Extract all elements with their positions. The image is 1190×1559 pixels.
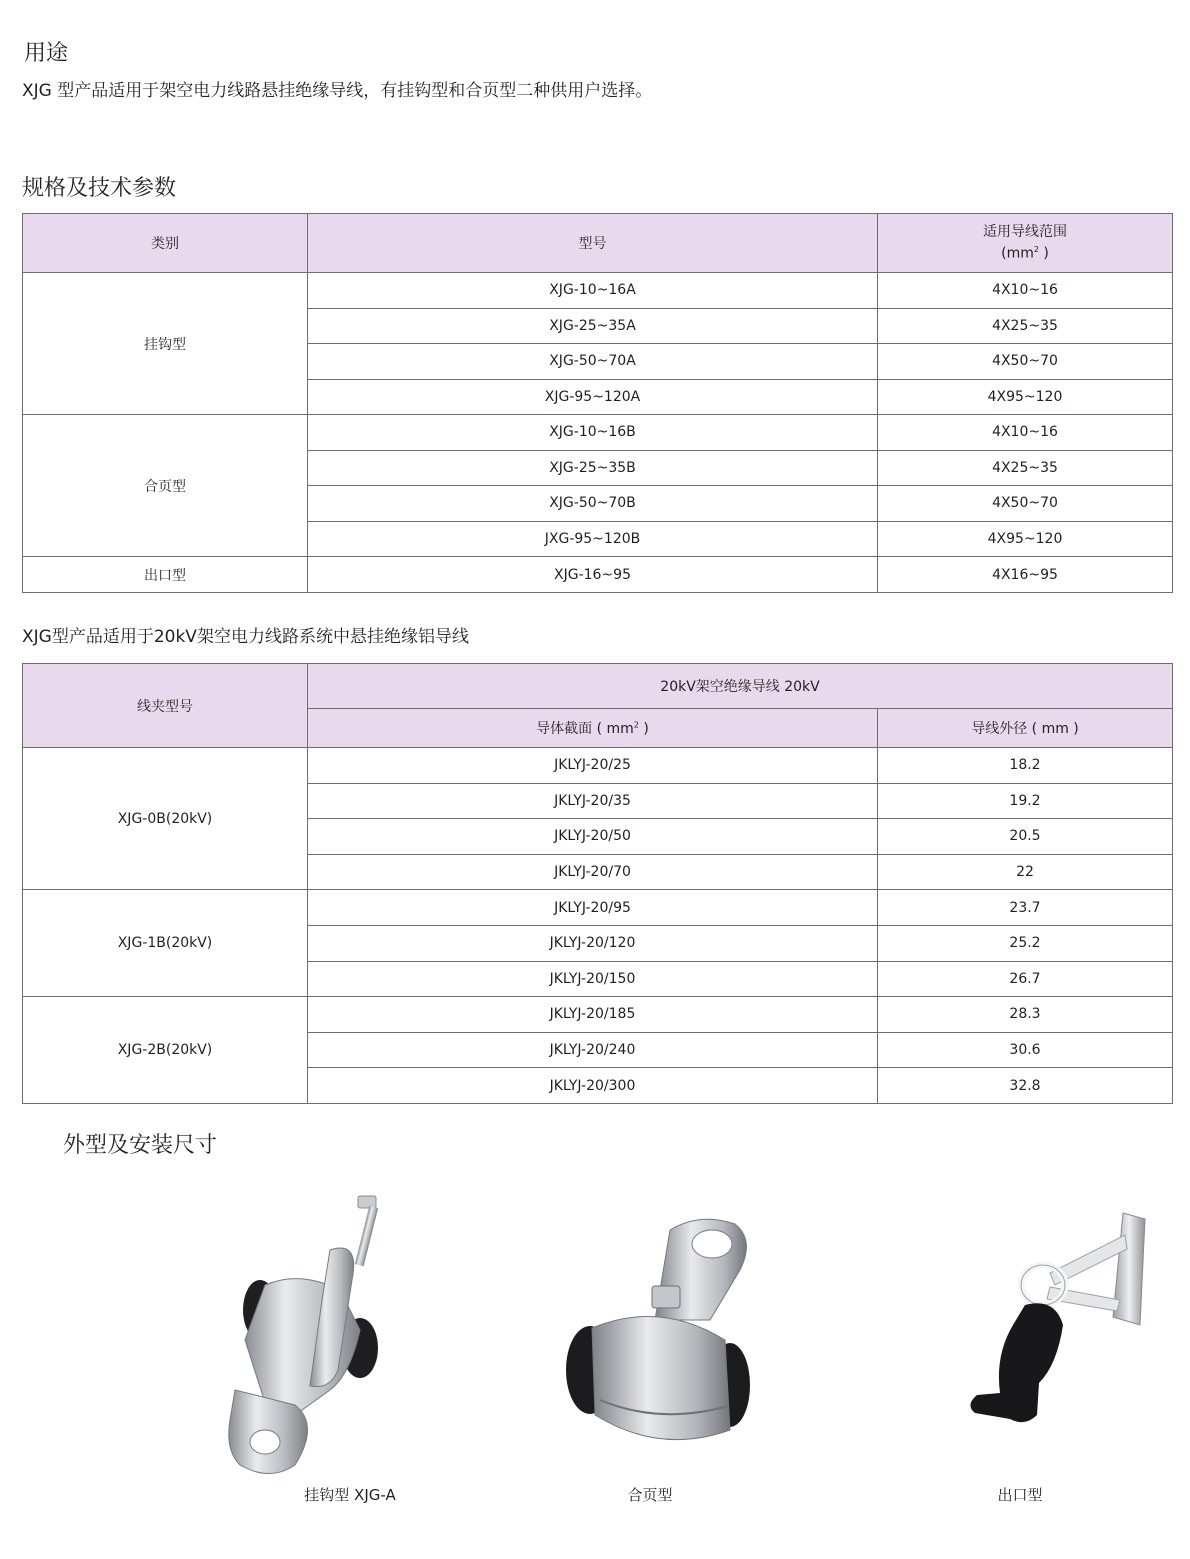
outlet-clamp-image: [955, 1205, 1155, 1445]
category-cell: 合页型: [23, 415, 308, 557]
conductor-cell: JKLYJ-20/300: [308, 1068, 878, 1104]
header-category: 类别: [23, 214, 308, 273]
diameter-cell: 25.2: [878, 925, 1173, 961]
specs-header-row: [23, 214, 1173, 273]
specs-table: [22, 213, 1173, 593]
header-clamp-model: 线夹型号: [23, 664, 308, 748]
table-row: [23, 890, 1173, 926]
clamp-model-cell: XJG-2B(20kV): [23, 997, 308, 1104]
kv20-intro: XJG型产品适用于20kV架空电力线路系统中悬挂绝缘铝导线: [22, 627, 469, 647]
clamp-model-cell: XJG-0B(20kV): [23, 748, 308, 890]
outlet-caption: 出口型: [997, 1486, 1043, 1504]
diameter-cell: 19.2: [878, 783, 1173, 819]
conductor-cell: JKLYJ-20/120: [308, 925, 878, 961]
header-section: [308, 709, 878, 748]
diameter-cell: 28.3: [878, 997, 1173, 1033]
model-cell: XJG-50~70B: [308, 486, 878, 522]
range-cell: 4X50~70: [878, 486, 1173, 522]
range-cell: 4X10~16: [878, 415, 1173, 451]
table-row: [23, 748, 1173, 784]
header-range: [878, 214, 1173, 273]
diameter-cell: 20.5: [878, 819, 1173, 855]
table-row: [23, 415, 1173, 451]
kv20-table: [22, 663, 1173, 1104]
usage-heading: 用途: [24, 41, 69, 66]
model-cell: XJG-25~35A: [308, 308, 878, 344]
model-cell: JXG-95~120B: [308, 521, 878, 557]
range-cell: 4X50~70: [878, 344, 1173, 380]
conductor-cell: JKLYJ-20/50: [308, 819, 878, 855]
category-cell: 挂钩型: [23, 273, 308, 415]
kv20-header-row: [23, 664, 1173, 709]
specs-heading: 规格及技术参数: [22, 176, 177, 201]
header-section-sup: 2: [633, 720, 639, 730]
header-diameter: 导线外径 ( mm ): [878, 709, 1173, 748]
diameter-cell: 30.6: [878, 1032, 1173, 1068]
diameter-cell: 26.7: [878, 961, 1173, 997]
range-cell: 4X16~95: [878, 557, 1173, 593]
range-cell: 4X95~120: [878, 521, 1173, 557]
conductor-cell: JKLYJ-20/95: [308, 890, 878, 926]
conductor-cell: JKLYJ-20/150: [308, 961, 878, 997]
usage-text: XJG 型产品适用于架空电力线路悬挂绝缘导线，有挂钩型和合页型二种供用户选择。: [22, 81, 653, 101]
appearance-heading: 外型及安装尺寸: [63, 1133, 218, 1158]
range-cell: 4X95~120: [878, 379, 1173, 415]
hook-clamp-image: [210, 1190, 410, 1480]
header-range-sup: 2: [1033, 245, 1039, 255]
diameter-cell: 32.8: [878, 1068, 1173, 1104]
header-range-line2-pre: (mm: [1001, 245, 1034, 262]
conductor-cell: JKLYJ-20/70: [308, 854, 878, 890]
model-cell: XJG-50~70A: [308, 344, 878, 380]
model-cell: XJG-25~35B: [308, 450, 878, 486]
diameter-cell: 22: [878, 854, 1173, 890]
model-cell: XJG-16~95: [308, 557, 878, 593]
header-range-line2-post: ): [1038, 245, 1049, 262]
model-cell: XJG-10~16A: [308, 273, 878, 309]
range-cell: 4X25~35: [878, 450, 1173, 486]
header-range-line1: 适用导线范围: [983, 224, 1067, 241]
hinge-clamp-image: [560, 1210, 760, 1470]
model-cell: XJG-95~120A: [308, 379, 878, 415]
table-row: [23, 273, 1173, 309]
diameter-cell: 18.2: [878, 748, 1173, 784]
category-cell: 出口型: [23, 557, 308, 593]
header-section-post: ): [638, 721, 649, 737]
hinge-caption: 合页型: [627, 1486, 673, 1504]
clamp-model-cell: XJG-1B(20kV): [23, 890, 308, 997]
hook-caption: 挂钩型 XJG-A: [304, 1486, 396, 1504]
model-cell: XJG-10~16B: [308, 415, 878, 451]
table-row: [23, 997, 1173, 1033]
conductor-cell: JKLYJ-20/185: [308, 997, 878, 1033]
range-cell: 4X10~16: [878, 273, 1173, 309]
conductor-cell: JKLYJ-20/35: [308, 783, 878, 819]
conductor-cell: JKLYJ-20/240: [308, 1032, 878, 1068]
table-row: [23, 557, 1173, 593]
header-span-title: 20kV架空绝缘导线 20kV: [308, 664, 1173, 709]
conductor-cell: JKLYJ-20/25: [308, 748, 878, 784]
range-cell: 4X25~35: [878, 308, 1173, 344]
diameter-cell: 23.7: [878, 890, 1173, 926]
header-section-pre: 导体截面 ( mm: [536, 721, 634, 737]
header-model: 型号: [308, 214, 878, 273]
